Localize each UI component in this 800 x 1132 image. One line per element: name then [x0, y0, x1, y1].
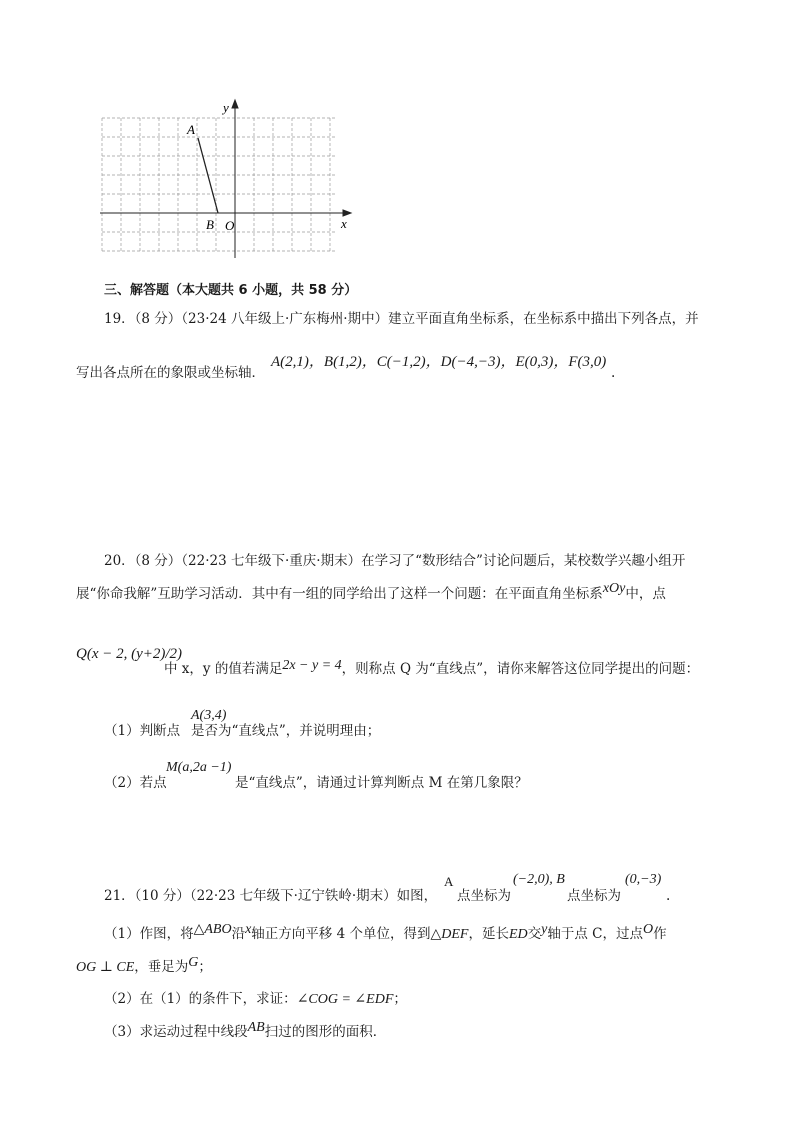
- q20-sub2-text-a: （2）若点: [104, 775, 167, 791]
- q21-sub1-o: O: [642, 922, 654, 937]
- q21-line1-b-coord: (0,−3): [625, 872, 662, 887]
- q21-sub1-ed: ED: [508, 927, 528, 942]
- q20-line1: 20．（8 分）（22·23 七年级下·重庆·期末）在学习了“数形结合”讨论问题后，某校数学兴趣小组开: [104, 553, 686, 569]
- q21-sub1-text-e: 交: [527, 926, 542, 942]
- q21-sub1-g: G: [188, 955, 199, 970]
- q20-sub1-text-b: 是否为“直线点”，并说明理由；: [191, 723, 381, 739]
- coordinate-figure: [95, 98, 355, 263]
- segment-ab: [198, 138, 218, 213]
- q20-line3: [164, 660, 699, 679]
- q21-line1-text-a: 21．（10 分）（22·23 七年级下·辽宁铁岭·期末）如图，: [104, 888, 438, 904]
- q21-sub1-y: y: [541, 922, 548, 937]
- q21-sub1-text-c: 轴正方向平移 4 个单位，得到: [251, 926, 431, 942]
- q21-sub3: [104, 1020, 387, 1042]
- q19-line2: 写出各点所在的象限或坐标轴．: [76, 365, 265, 381]
- q21-sub1-text-h: ，垂足为: [134, 959, 189, 975]
- q21-sub3-text-a: （3）求运动过程中线段: [104, 1024, 248, 1040]
- q21-sub1-text-b: 沿: [231, 926, 246, 942]
- q20-point-q: Q(x − 2, (y+2)/2): [76, 646, 183, 662]
- label-o: O: [225, 218, 235, 233]
- q20-line2: [76, 581, 666, 604]
- q21-sub1-x: x: [245, 922, 252, 937]
- axes: [100, 100, 351, 258]
- q21-sub1-line1: [104, 922, 667, 944]
- q20-line2-text-a: 展“你命我解”互助学习活动．其中有一组的同学给出了这样一个问题：在平面直角坐标系: [76, 586, 603, 602]
- q20-line2-text-b: 中，点: [625, 586, 666, 602]
- q21-sub1-text-d: ，延长: [468, 926, 509, 942]
- q21-sub2-text-b: ；: [393, 991, 407, 1007]
- q19-end: .: [611, 365, 616, 381]
- q20-condition: 2x − y = 4: [282, 658, 342, 673]
- q21-line1-a: A: [444, 874, 454, 889]
- label-b: B: [206, 217, 214, 232]
- q19-points: A(2,1)，B(1,2)，C(−1,2)，D(−4,−3)，E(0,3)，F(3,0): [271, 354, 607, 370]
- q21-sub2: [104, 990, 407, 1009]
- y-axis-arrow: [232, 100, 238, 108]
- q20-sub1-text-a: （1）判断点: [104, 723, 181, 739]
- q21-line1-text-c: 点坐标为: [567, 888, 621, 904]
- q21-line1-a-coord: (−2,0), B: [513, 872, 565, 887]
- q20-sub2-math: M(a,2a −1): [166, 760, 232, 775]
- q20-sub1-math: A(3,4): [191, 708, 227, 723]
- q21-sub3-ab: AB: [247, 1020, 265, 1035]
- label-a: A: [187, 122, 195, 137]
- q21-sub1-abo: △ABO: [193, 922, 232, 937]
- q21-sub1-text-f: 轴于点 C，过点: [547, 926, 643, 942]
- q21-sub2-math: ∠COG = ∠EDF: [296, 992, 394, 1007]
- label-x: x: [341, 216, 347, 231]
- q21-line1-text-b: 点坐标为: [457, 888, 511, 904]
- q21-sub1-perp: OG ⊥ CE: [76, 960, 135, 975]
- q20-line3-text-b: ，则称点 Q 为“直线点”，请你来解答这位同学提出的问题：: [341, 661, 700, 677]
- label-y: y: [223, 100, 229, 115]
- q20-line2-math: xOy: [602, 581, 626, 596]
- q21-sub1-text-a: （1）作图，将: [104, 926, 194, 942]
- q21-line1-end: .: [666, 888, 671, 904]
- q20-sub2-text-b: 是“直线点”，请通过计算判断点 M 在第几象限？: [235, 775, 528, 791]
- q20-line3-text-a: 中 x，y 的值若满足: [164, 661, 283, 677]
- section-heading: 三、解答题（本大题共 6 小题，共 58 分）: [104, 283, 358, 298]
- q19-line1: 19．（8 分）（23·24 八年级上·广东梅州·期中）建立平面直角坐标系，在坐标系中描出下列各点，并: [104, 311, 699, 327]
- q21-sub1-line2: [76, 955, 212, 977]
- q21-sub2-text-a: （2）在（1）的条件下，求证：: [104, 991, 297, 1007]
- q21-sub1-text-i: ；: [198, 959, 212, 975]
- q21-sub3-text-b: 扫过的图形的面积．: [264, 1024, 387, 1040]
- grid-lines: [102, 118, 337, 253]
- q21-sub1-def: △DEF: [430, 927, 469, 942]
- q21-sub1-text-g: 作: [653, 926, 667, 942]
